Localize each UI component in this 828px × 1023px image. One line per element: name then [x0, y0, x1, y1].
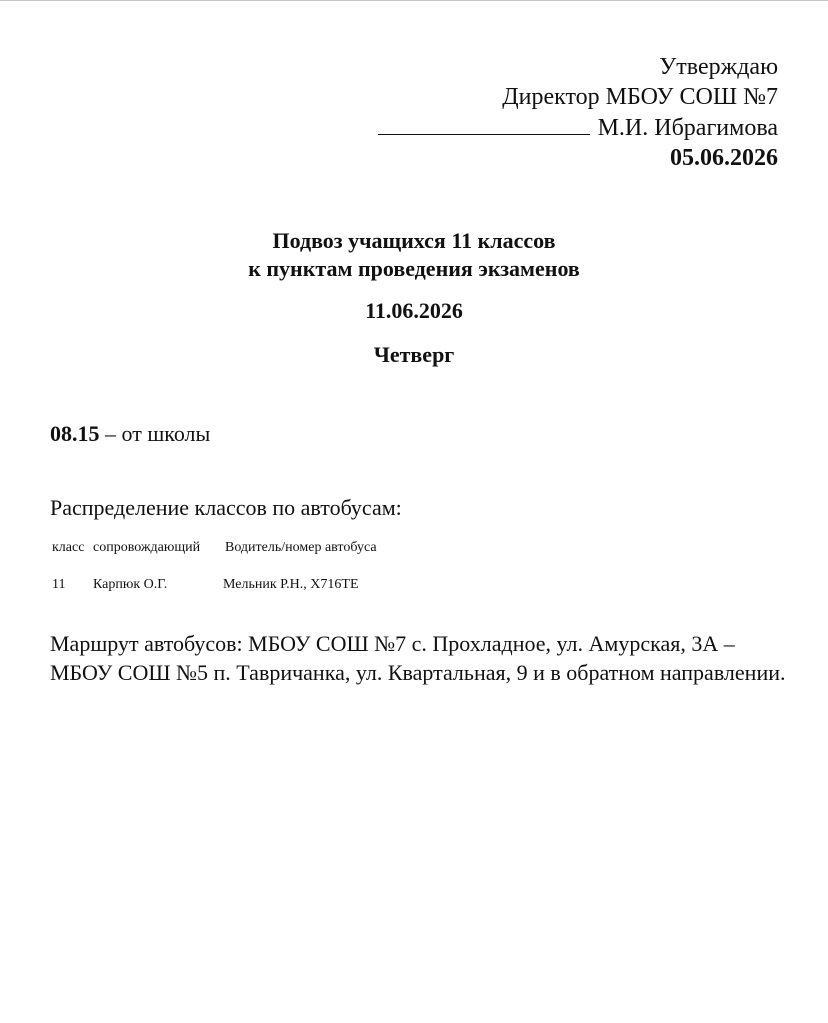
document-title — [0, 227, 828, 283]
column-header-class: класс — [52, 540, 85, 555]
signature-line — [378, 112, 590, 135]
signature-row — [378, 112, 778, 143]
exam-weekday: Четверг — [373, 342, 455, 367]
exam-date: 11.06.2026 — [365, 298, 463, 323]
title-line-2: к пунктам проведения экзаменов — [248, 256, 580, 281]
departure-time: 08.15 — [50, 421, 100, 446]
approver-position: Директор МБОУ СОШ №7 — [502, 84, 778, 110]
bus-route: Маршрут автобусов: МБОУ СОШ №7 с. Прохладное, ул. Амурская, 3А – МБОУ СОШ №5 п. Тавричанка, ул. Квартальная, 9 и в обратном направлении. — [50, 631, 786, 685]
approval-date: 05.06.2026 — [670, 145, 778, 171]
approval-word: Утверждаю — [659, 54, 778, 80]
departure-line — [50, 420, 210, 448]
departure-text: – от школы — [99, 421, 211, 446]
column-header-driver: Водитель/номер автобуса — [225, 540, 377, 555]
column-header-escort: сопровождающий — [93, 540, 201, 555]
row-driver-bus: Мельник Р.Н., Х716ТЕ — [223, 577, 359, 592]
approval-block — [378, 52, 778, 173]
approver-name: М.И. Ибрагимова — [597, 115, 778, 141]
page-top-border — [0, 0, 828, 1]
title-line-1: Подвоз учащихся 11 классов — [272, 228, 556, 253]
row-class: 11 — [52, 577, 66, 592]
distribution-heading: Распределение классов по автобусам: — [50, 495, 402, 520]
row-escort: Карпюк О.Г. — [93, 577, 168, 592]
